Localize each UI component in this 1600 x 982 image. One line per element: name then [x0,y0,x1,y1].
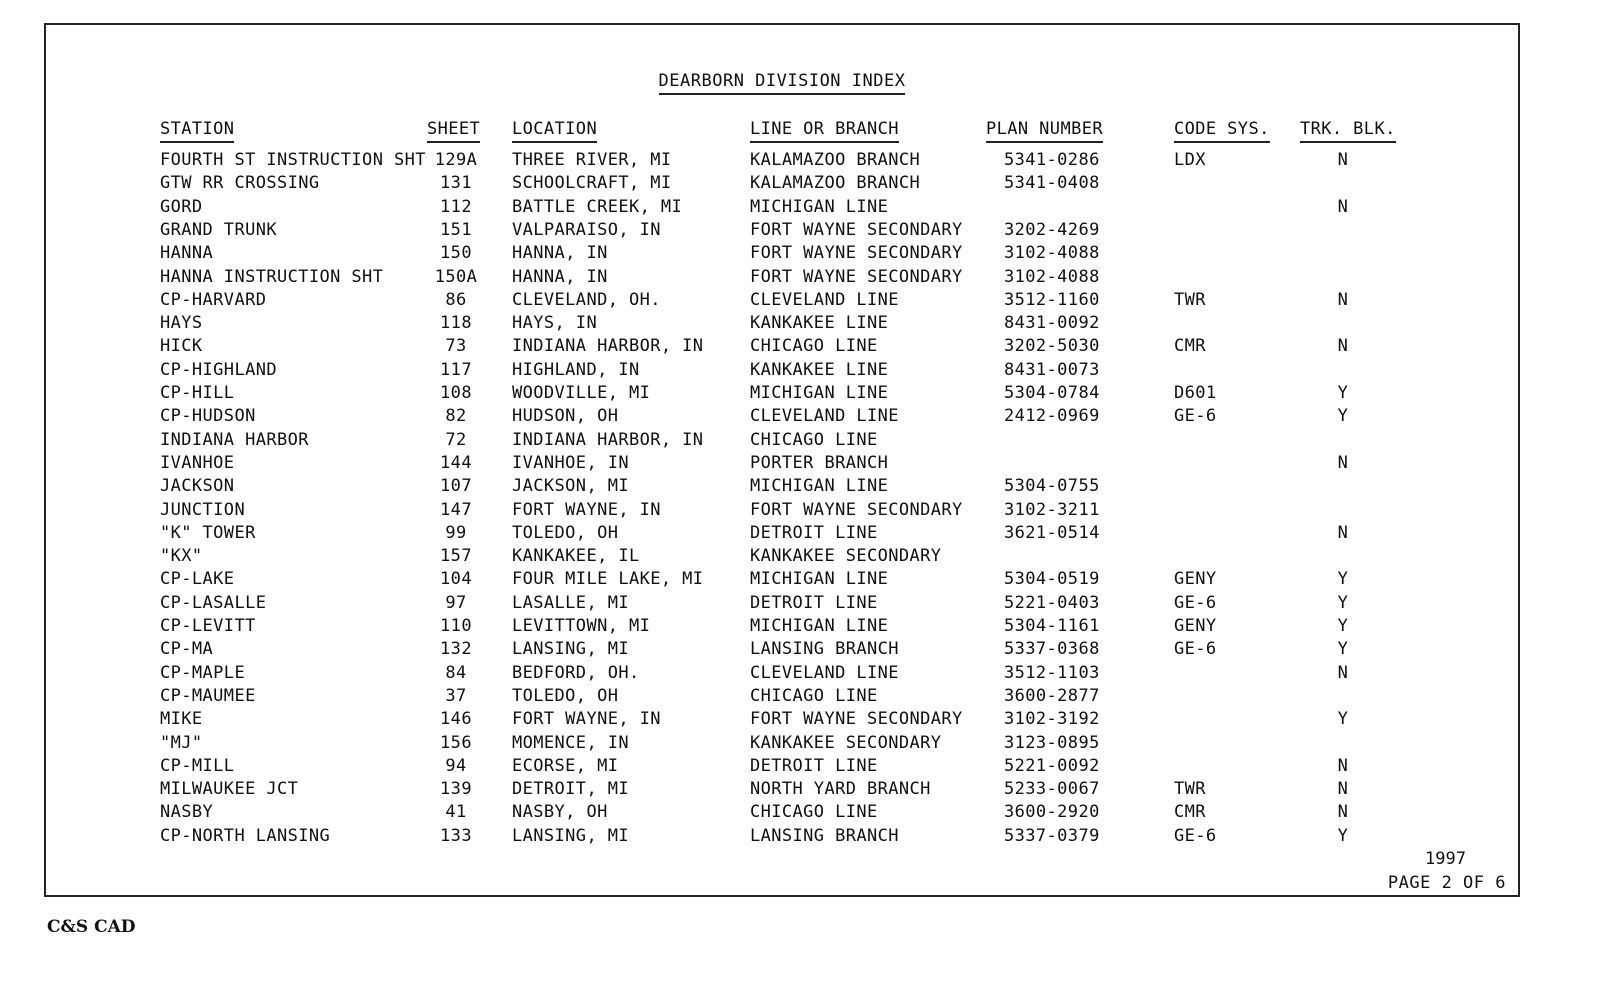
row-line: FORT WAYNE SECONDARY [750,709,963,730]
row-location: BATTLE CREEK, MI [512,196,683,217]
row-sheet: 37 [445,685,467,706]
row-sheet: 133 [440,825,472,846]
row-track-block: N [1337,452,1349,473]
row-station: CP-HIGHLAND [160,359,277,380]
row-location: DETROIT, MI [512,779,629,800]
row-plan-number: 5304-0755 [1004,476,1100,497]
row-plan-number: 5341-0286 [1004,150,1100,170]
row-plan-number: 3600-2920 [1004,802,1100,823]
row-line: DETROIT LINE [750,522,878,543]
row-track-block: N [1337,522,1349,543]
row-sheet: 108 [440,383,472,403]
row-location: HANNA, IN [512,243,608,264]
row-line: CHICAGO LINE [750,685,878,706]
row-sheet: 131 [440,173,472,194]
col-header-plan: PLAN NUMBER [986,119,1103,143]
row-station: CP-HARVARD [160,289,267,310]
row-station: CP-LASALLE [160,592,267,613]
row-station: INDIANA HARBOR [160,429,309,450]
row-plan-number: 5221-0092 [1004,755,1100,776]
row-sheet: 144 [440,452,472,473]
row-location: HAYS, IN [512,313,598,334]
col-header-line: LINE OR BRANCH [750,119,899,143]
row-plan-number: 3102-4088 [1004,243,1100,264]
row-sheet: 150A [434,266,478,287]
row-location: FORT WAYNE, IN [512,499,661,520]
row-sheet: 156 [440,732,472,753]
row-station: HAYS [160,313,203,334]
row-sheet: 112 [440,196,472,217]
page-title [46,71,1518,91]
row-sheet: 104 [440,569,472,590]
row-code-system: D601 [1174,383,1217,403]
row-plan-number: 3202-5030 [1004,336,1100,357]
row-plan-number: 5233-0067 [1004,779,1100,800]
row-sheet: 107 [440,476,472,497]
footer-page-number: PAGE 2 OF 6 [1387,873,1506,893]
row-location: ECORSE, MI [512,755,619,776]
row-station: CP-LEVITT [160,616,256,636]
row-location: HIGHLAND, IN [512,359,640,380]
row-station: IVANHOE [160,452,235,473]
row-track-block: Y [1337,383,1349,403]
row-line: FORT WAYNE SECONDARY [750,243,963,264]
row-location: TOLEDO, OH [512,522,619,543]
row-code-system: GE-6 [1174,592,1217,613]
row-location: HANNA, IN [512,266,608,287]
row-sheet: 129A [434,150,478,170]
row-line: NORTH YARD BRANCH [750,779,931,800]
row-sheet: 150 [440,243,472,264]
row-plan-number: 3202-4269 [1004,219,1100,240]
row-line: CLEVELAND LINE [750,289,899,310]
row-plan-number: 2412-0969 [1004,406,1100,427]
row-station: HANNA INSTRUCTION SHT [160,266,384,287]
row-location: VALPARAISO, IN [512,219,661,240]
row-track-block: Y [1337,406,1349,427]
row-code-system: GE-6 [1174,825,1217,846]
row-location: KANKAKEE, IL [512,546,640,567]
row-plan-number: 3123-0895 [1004,732,1100,753]
row-line: KANKAKEE SECONDARY [750,546,942,567]
row-station: CP-MAUMEE [160,685,256,706]
row-track-block: N [1337,289,1349,310]
row-location: INDIANA HARBOR, IN [512,429,704,450]
row-plan-number: 3600-2877 [1004,685,1100,706]
row-station: CP-NORTH LANSING [160,825,331,846]
row-location: WOODVILLE, MI [512,383,651,403]
row-station: CP-LAKE [160,569,235,590]
row-track-block: N [1337,779,1349,800]
row-plan-number: 5304-1161 [1004,616,1100,636]
row-code-system: GE-6 [1174,639,1217,660]
row-station: "MJ" [160,732,203,753]
row-line: KANKAKEE SECONDARY [750,732,942,753]
row-location: FOUR MILE LAKE, MI [512,569,704,590]
row-line: MICHIGAN LINE [750,569,889,590]
row-line: FORT WAYNE SECONDARY [750,219,963,240]
row-code-system: CMR [1174,802,1206,823]
row-sheet: 146 [440,709,472,730]
row-track-block: Y [1337,825,1349,846]
row-location: LANSING, MI [512,825,629,846]
row-sheet: 82 [445,406,467,427]
row-sheet: 86 [445,289,467,310]
row-sheet: 73 [445,336,467,357]
row-station: "K" TOWER [160,522,256,543]
row-plan-number: 8431-0073 [1004,359,1100,380]
row-station: MIKE [160,709,203,730]
row-line: DETROIT LINE [750,755,878,776]
row-station: GTW RR CROSSING [160,173,320,194]
row-code-system: TWR [1174,779,1206,800]
row-station: CP-MILL [160,755,235,776]
row-sheet: 157 [440,546,472,567]
row-sheet: 147 [440,499,472,520]
row-location: IVANHOE, IN [512,452,629,473]
row-line: MICHIGAN LINE [750,476,889,497]
row-plan-number: 5337-0379 [1004,825,1100,846]
row-line: MICHIGAN LINE [750,616,889,636]
row-sheet: 118 [440,313,472,334]
row-plan-number: 5341-0408 [1004,173,1100,194]
row-sheet: 151 [440,219,472,240]
row-track-block: N [1337,196,1349,217]
row-line: FORT WAYNE SECONDARY [750,499,963,520]
row-plan-number: 3102-3211 [1004,499,1100,520]
row-sheet: 97 [445,592,467,613]
row-line: CHICAGO LINE [750,336,878,357]
row-station: MILWAUKEE JCT [160,779,299,800]
row-code-system: TWR [1174,289,1206,310]
document-sheet [44,23,1520,897]
row-code-system: GENY [1174,569,1217,590]
row-plan-number: 5304-0519 [1004,569,1100,590]
row-line: FORT WAYNE SECONDARY [750,266,963,287]
row-code-system: GENY [1174,616,1217,636]
row-line: MICHIGAN LINE [750,383,889,403]
row-track-block: Y [1337,569,1349,590]
row-track-block: Y [1337,639,1349,660]
title-text: DEARBORN DIVISION INDEX [659,71,906,95]
row-line: CLEVELAND LINE [750,662,899,683]
row-location: FORT WAYNE, IN [512,709,661,730]
row-station: JACKSON [160,476,235,497]
row-sheet: 139 [440,779,472,800]
row-station: CP-HUDSON [160,406,256,427]
row-plan-number: 3102-4088 [1004,266,1100,287]
row-plan-number: 3512-1103 [1004,662,1100,683]
row-location: SCHOOLCRAFT, MI [512,173,672,194]
row-line: CHICAGO LINE [750,429,878,450]
row-location: BEDFORD, OH. [512,662,640,683]
row-station: GRAND TRUNK [160,219,277,240]
row-track-block: N [1337,755,1349,776]
row-location: THREE RIVER, MI [512,150,672,170]
row-station: HICK [160,336,203,357]
row-track-block: Y [1337,709,1349,730]
row-sheet: 72 [445,429,467,450]
row-track-block: N [1337,336,1349,357]
row-location: LEVITTOWN, MI [512,616,651,636]
row-location: NASBY, OH [512,802,608,823]
row-location: HUDSON, OH [512,406,619,427]
row-location: INDIANA HARBOR, IN [512,336,704,357]
row-plan-number: 8431-0092 [1004,313,1100,334]
row-plan-number: 3621-0514 [1004,522,1100,543]
row-station: CP-MA [160,639,214,660]
row-location: LANSING, MI [512,639,629,660]
row-line: MICHIGAN LINE [750,196,889,217]
col-header-station: STATION [160,119,234,143]
footer-year: 1997 [1425,849,1466,869]
row-sheet: 132 [440,639,472,660]
row-line: KALAMAZOO BRANCH [750,150,921,170]
row-line: LANSING BRANCH [750,639,899,660]
row-location: CLEVELAND, OH. [512,289,661,310]
row-code-system: GE-6 [1174,406,1217,427]
col-header-sheet: SHEET [427,119,480,143]
row-station: CP-HILL [160,383,235,403]
row-sheet: 94 [445,755,467,776]
row-line: PORTER BRANCH [750,452,889,473]
row-location: JACKSON, MI [512,476,629,497]
row-line: LANSING BRANCH [750,825,899,846]
row-plan-number: 5221-0403 [1004,592,1100,613]
row-track-block: N [1337,802,1349,823]
brand-label: C&S CAD [47,917,136,937]
row-code-system: LDX [1174,150,1206,170]
row-track-block: N [1337,150,1349,170]
row-line: CHICAGO LINE [750,802,878,823]
row-line: KANKAKEE LINE [750,359,889,380]
row-station: FOURTH ST INSTRUCTION SHT [160,150,426,170]
row-sheet: 84 [445,662,467,683]
row-line: DETROIT LINE [750,592,878,613]
row-sheet: 99 [445,522,467,543]
row-station: "KX" [160,546,203,567]
row-sheet: 117 [440,359,472,380]
row-location: LASALLE, MI [512,592,629,613]
row-plan-number: 3102-3192 [1004,709,1100,730]
row-line: KALAMAZOO BRANCH [750,173,921,194]
row-line: KANKAKEE LINE [750,313,889,334]
row-station: CP-MAPLE [160,662,246,683]
col-header-code: CODE SYS. [1174,119,1270,143]
row-location: TOLEDO, OH [512,685,619,706]
row-track-block: Y [1337,616,1349,636]
row-station: NASBY [160,802,214,823]
row-station: JUNCTION [160,499,246,520]
row-plan-number: 3512-1160 [1004,289,1100,310]
row-track-block: Y [1337,592,1349,613]
row-sheet: 41 [445,802,467,823]
row-line: CLEVELAND LINE [750,406,899,427]
row-code-system: CMR [1174,336,1206,357]
row-location: MOMENCE, IN [512,732,629,753]
row-station: HANNA [160,243,214,264]
col-header-location: LOCATION [512,119,597,143]
row-plan-number: 5304-0784 [1004,383,1100,403]
row-track-block: N [1337,662,1349,683]
row-sheet: 110 [440,616,472,636]
col-header-trk: TRK. BLK. [1300,119,1396,143]
row-plan-number: 5337-0368 [1004,639,1100,660]
row-station: GORD [160,196,203,217]
